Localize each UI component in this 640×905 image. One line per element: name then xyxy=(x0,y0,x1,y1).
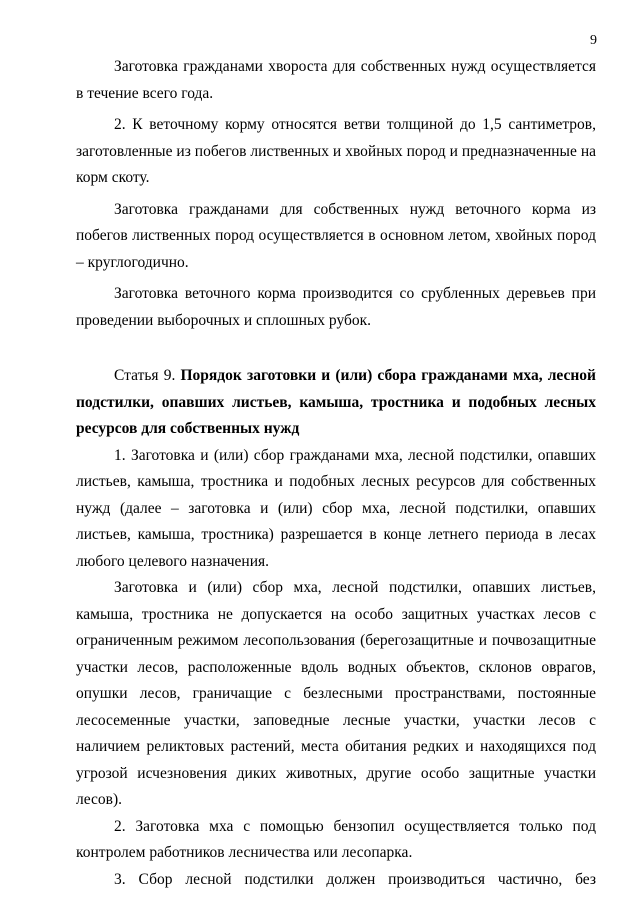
paragraph: 3. Сбор лесной подстилки должен производиться частично, без xyxy=(114,870,596,888)
paragraph: Заготовка гражданами хвороста для собственных нужд осуществляется в течение всего года. xyxy=(76,58,596,102)
document-body xyxy=(76,54,596,893)
paragraph: Заготовка гражданами для собственных нужд веточного корма из побегов лиственных пород осуществляется в основном летом, хвойных пород – круглогодично. xyxy=(76,200,596,271)
article-title: Порядок заготовки и (или) сбора гражданами мха, лесной подстилки, опавших листьев, камыша, тростника и подобных лесных ресурсов для собственных нужд xyxy=(76,367,596,437)
article-heading xyxy=(76,363,596,443)
paragraph: 2. К веточному корму относятся ветви толщиной до 1,5 сантиметров, заготовленные из побегов лиственных и хвойных пород и предназначенные на корм скоту. xyxy=(76,116,596,186)
article-number: Статья 9. xyxy=(114,367,181,384)
paragraph: Заготовка и (или) сбор мха, лесной подстилки, опавших листьев, камыша, тростника не допускается на особо защитных участках лесов с ограниченным режимом лесопользования (берегозащитные и почвозащитные участки лесов, расположенные вдоль водных объектов, склонов оврагов, опушки лесов, граничащие с безлесными пространствами, постоянные лесосеменные участки, заповедные лесные участки, участки лесов с наличием реликтовых растений, места обитания редких и находящихся под угрозой исчезновения диких животных, другие особо защитные участки лесов). xyxy=(76,579,596,808)
page-number: 9 xyxy=(590,33,597,48)
paragraph: 2. Заготовка мха с помощью бензопил осуществляется только под контролем работников лесничества или лесопарка. xyxy=(76,817,596,861)
paragraph: 1. Заготовка и (или) сбор гражданами мха, лесной подстилки, опавших листьев, камыша, тростника и подобных лесных ресурсов для собственных нужд (далее – заготовка и (или) сбор мха, лесной подстилки, опавших листьев, камыша, тростника) разрешается в конце летнего периода в лесах любого целевого назначения. xyxy=(76,446,596,570)
paragraph: Заготовка веточного корма производится со срубленных деревьев при проведении выборочных и сплошных рубок. xyxy=(76,285,596,329)
